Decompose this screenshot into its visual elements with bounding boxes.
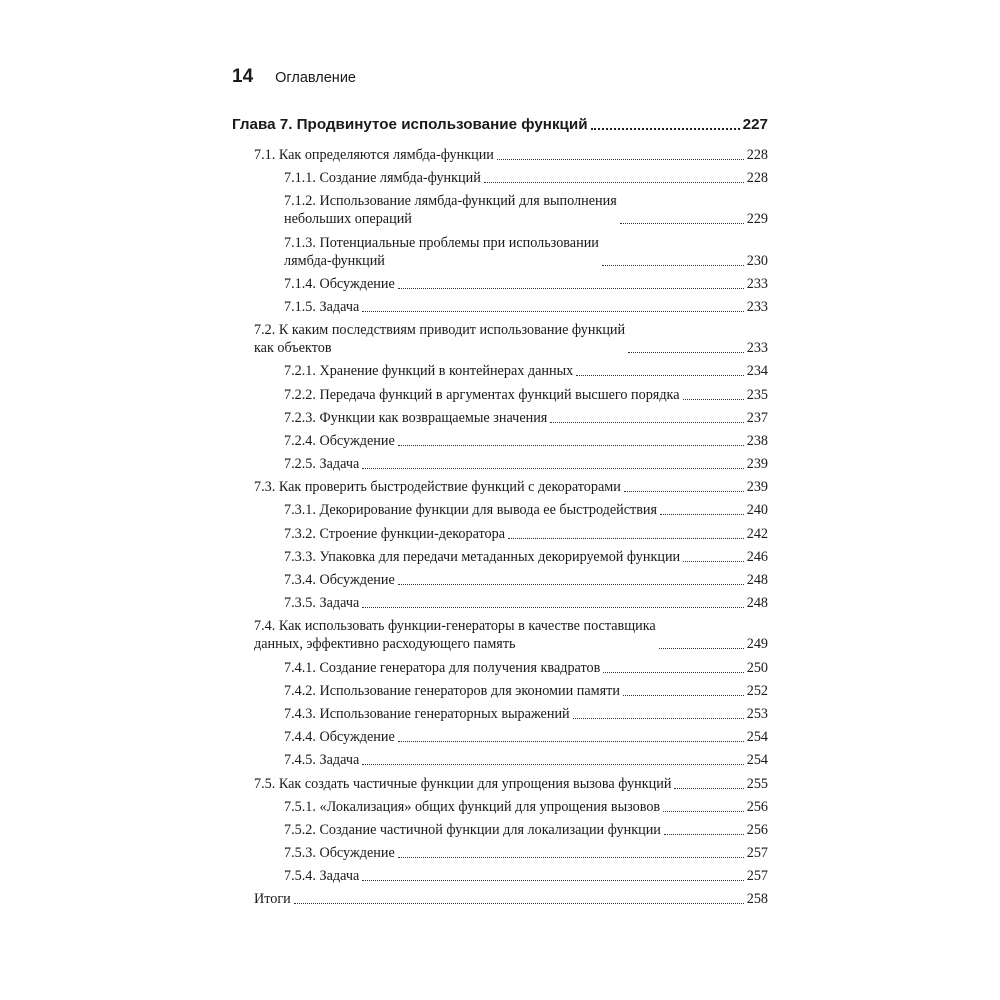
toc-entry: [232, 146, 768, 164]
toc-entry-title: 7.1. Как определяются лямбда-функции: [254, 147, 494, 163]
toc-entry: [232, 821, 768, 839]
toc-entry-page: 229: [746, 211, 768, 228]
dot-leader: [550, 422, 743, 423]
toc-entry-page: 254: [746, 729, 768, 746]
running-title: Оглавление: [275, 70, 356, 86]
dot-leader: [362, 880, 743, 881]
toc-entry: [232, 455, 768, 473]
dot-leader: [620, 223, 744, 224]
dot-leader: [362, 311, 743, 312]
toc-entry-page: 240: [746, 502, 768, 519]
toc-entry: [232, 594, 768, 612]
toc-entry-page: 228: [746, 147, 768, 163]
toc-entry: [232, 362, 768, 380]
toc-entry-title: 7.4.4. Обсуждение: [284, 729, 395, 746]
toc-entry: [232, 409, 768, 427]
dot-leader: [576, 375, 744, 376]
toc-entry-title: 7.2.1. Хранение функций в контейнерах данных: [284, 363, 574, 380]
toc-entry-page: 234: [746, 363, 768, 380]
toc-entry-title: 7.4.5. Задача: [284, 752, 360, 769]
dot-leader: [591, 128, 740, 130]
toc-entry-page: 246: [746, 548, 768, 565]
toc-entry-page: 256: [746, 798, 768, 815]
toc-entry-page: 248: [746, 572, 768, 588]
dot-leader: [484, 182, 744, 183]
toc-entry-page: 257: [746, 845, 768, 862]
toc-entry-page: 227: [742, 116, 768, 133]
dot-leader: [603, 672, 743, 673]
dot-leader: [623, 695, 744, 696]
toc-entry-title: 7.5.2. Создание частичной функции для локализации функции: [284, 821, 661, 838]
toc-entry-page: 235: [746, 386, 768, 403]
dot-leader: [624, 491, 744, 492]
table-of-contents: [232, 115, 768, 914]
dot-leader: [398, 445, 744, 446]
page-number: 14: [232, 66, 254, 87]
toc-entry-page: 233: [746, 275, 768, 292]
toc-entry: [232, 798, 768, 816]
toc-entry: [232, 432, 768, 450]
toc-entry-title: 7.5.3. Обсуждение: [284, 845, 395, 862]
toc-entry-title: 7.5. Как создать частичные функции для упрощения вызова функций: [254, 775, 672, 792]
dot-leader: [362, 607, 743, 608]
dot-leader: [497, 159, 744, 160]
toc-entry-title: 7.2.4. Обсуждение: [284, 432, 395, 449]
toc-entry: [232, 867, 768, 885]
toc-entry: [232, 728, 768, 746]
toc-entry-page: 252: [746, 682, 768, 699]
toc-entry-page: 239: [746, 479, 768, 496]
dot-leader: [362, 468, 743, 469]
toc-entry-title: 7.1.5. Задача: [284, 298, 360, 315]
toc-entry-page: 255: [746, 775, 768, 792]
toc-entry-title: Глава 7. Продвинутое использование функций: [232, 116, 588, 133]
toc-entry-title: 7.2.5. Задача: [284, 456, 360, 473]
dot-leader: [573, 718, 744, 719]
dot-leader: [398, 857, 744, 858]
toc-entry-title: 7.3. Как проверить быстродействие функций с декораторами: [254, 479, 621, 496]
toc-entry-title: 7.2.2. Передача функций в аргументах функций высшего порядка: [284, 386, 680, 403]
toc-entry-page: 250: [746, 659, 768, 676]
toc-entry-title: 7.5.4. Задача: [284, 868, 360, 885]
toc-entry-page: 258: [746, 891, 768, 908]
dot-leader: [294, 903, 744, 904]
toc-entry-page: 256: [746, 821, 768, 838]
dot-leader: [602, 265, 744, 266]
toc-entry-page: 238: [746, 432, 768, 449]
toc-entry-page: 249: [746, 636, 768, 653]
toc-entry: [232, 298, 768, 316]
dot-leader: [508, 538, 744, 539]
dot-leader: [398, 288, 744, 289]
toc-entry-title: 7.3.2. Строение функции-декоратора: [284, 525, 506, 542]
toc-entry-title: 7.3.3. Упаковка для передачи метаданных декорируемой функции: [284, 548, 681, 565]
toc-entry-page: 233: [746, 298, 768, 315]
toc-entry: [232, 617, 768, 653]
toc-entry-title: 7.3.4. Обсуждение: [284, 572, 395, 588]
dot-leader: [664, 834, 744, 835]
toc-entry-title: 7.4.1. Создание генератора для получения квадратов: [284, 659, 601, 676]
dot-leader: [628, 352, 744, 353]
toc-entry: [232, 525, 768, 543]
toc-entry-title: 7.2.3. Функции как возвращаемые значения: [284, 409, 548, 426]
toc-entry-title: 7.1.2. Использование лямбда-функций для выполнения небольших операций: [284, 193, 617, 228]
toc-entry-title: 7.5.1. «Локализация» общих функций для упрощения вызовов: [284, 798, 661, 815]
dot-leader: [362, 764, 743, 765]
toc-entry-title: 7.4.3. Использование генераторных выражений: [284, 705, 570, 722]
toc-entry-page: 257: [746, 868, 768, 885]
toc-entry: [232, 844, 768, 862]
toc-entry-title: 7.3.1. Декорирование функции для вывода ее быстродействия: [284, 502, 658, 519]
toc-entry: [232, 275, 768, 293]
toc-entry-title: 7.1.3. Потенциальные проблемы при использовании лямбда-функций: [284, 234, 599, 269]
dot-leader: [663, 811, 744, 812]
toc-entry-title: Итоги: [254, 891, 291, 908]
toc-entry: [232, 548, 768, 566]
toc-entry-page: 242: [746, 525, 768, 542]
toc-entry: [232, 571, 768, 589]
page-header: [232, 66, 356, 88]
toc-entry-page: 253: [746, 705, 768, 722]
dot-leader: [683, 561, 744, 562]
toc-entry: [232, 751, 768, 769]
toc-entry: [232, 659, 768, 677]
toc-entry: [232, 682, 768, 700]
toc-entry-page: 228: [746, 170, 768, 187]
toc-entry-page: 233: [746, 340, 768, 357]
dot-leader: [674, 788, 743, 789]
toc-entry-page: 248: [746, 595, 768, 612]
toc-entry: [232, 705, 768, 723]
toc-entry: [232, 169, 768, 187]
toc-entry-title: 7.1.4. Обсуждение: [284, 275, 395, 292]
toc-entry: [232, 478, 768, 496]
dot-leader: [659, 648, 744, 649]
dot-leader: [683, 399, 744, 400]
toc-entry-page: 237: [746, 409, 768, 426]
toc-entry-page: 254: [746, 752, 768, 769]
toc-entry: [232, 321, 768, 357]
toc-entry: [232, 386, 768, 404]
toc-entry-title: 7.2. К каким последствиям приводит использование функций как объектов: [254, 322, 626, 357]
toc-entry-title: 7.4.2. Использование генераторов для экономии памяти: [284, 682, 620, 699]
toc-entry-title: 7.4. Как использовать функции-генераторы в качестве поставщика данных, эффективно расходующего память: [254, 618, 656, 653]
toc-entry: [232, 234, 768, 270]
toc-chapter-entry: [232, 115, 768, 135]
dot-leader: [660, 514, 744, 515]
toc-entry: [232, 501, 768, 519]
toc-entry: [232, 775, 768, 793]
toc-entry-title: 7.3.5. Задача: [284, 595, 360, 612]
dot-leader: [398, 584, 744, 585]
toc-entry: [232, 890, 768, 908]
dot-leader: [398, 741, 744, 742]
toc-entry-page: 239: [746, 456, 768, 473]
toc-entry: [232, 192, 768, 228]
toc-entry-page: 230: [746, 252, 768, 269]
toc-entry-title: 7.1.1. Создание лямбда-функций: [284, 170, 481, 187]
